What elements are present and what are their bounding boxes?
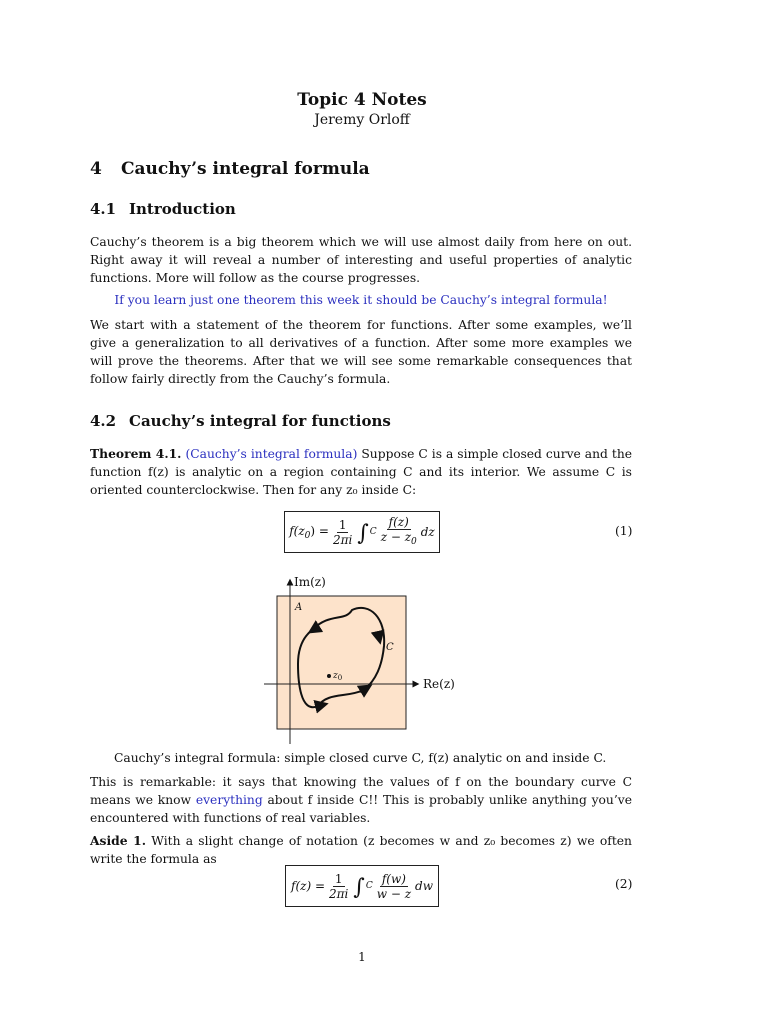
re-axis-label: Re(z) xyxy=(423,677,455,691)
eq1-differential: dz xyxy=(420,525,435,539)
subsection-heading-cauchy-integral xyxy=(90,412,391,430)
equation-1-box xyxy=(284,511,440,553)
equation-2-box xyxy=(285,865,439,907)
subsection-number: 4.2 xyxy=(90,412,117,430)
subsection-number: 4.1 xyxy=(90,200,117,218)
eq2-differential: dw xyxy=(415,879,433,893)
region-label: A xyxy=(295,602,303,613)
section-title: Cauchy’s integral formula xyxy=(121,159,370,179)
section-heading xyxy=(90,159,370,179)
theorem-paragraph xyxy=(90,445,632,499)
eq2-lhs: f(z) = xyxy=(291,879,326,893)
page-number: 1 xyxy=(358,950,366,964)
aside-text: With a slight change of notation (z becomes w and z₀ becomes z) we often write the formula as xyxy=(90,834,632,866)
subsection-heading-intro xyxy=(90,200,236,218)
eq1-coefficient: $\frac{1}{2\pi i}$ xyxy=(332,517,353,547)
equation-1-number: (1) xyxy=(615,524,633,538)
im-axis-label: Im(z) xyxy=(294,575,326,589)
figure-caption: Cauchy’s integral formula: simple closed curve C, f(z) analytic on and inside C. xyxy=(114,751,607,765)
document-title: Topic 4 Notes xyxy=(297,90,427,110)
aside-paragraph xyxy=(90,832,632,868)
section-number: 4 xyxy=(90,159,102,179)
eq1-integral-contour: C xyxy=(369,527,377,537)
integral-sign: ∫ xyxy=(357,520,369,546)
integral-sign: ∫ xyxy=(353,874,365,900)
document-author: Jeremy Orloff xyxy=(314,112,410,128)
equation-2-number: (2) xyxy=(615,877,633,891)
eq2-coefficient: $\frac{1}{2\pi i}$ xyxy=(329,871,349,901)
theorem-text: Suppose C is a simple closed curve and the function f(z) is analytic on a region containing C and its interior. We assume C is oriented counterclockwise. Then for any z₀ inside C: xyxy=(90,447,633,497)
eq2-integral-contour: C xyxy=(365,881,373,891)
theorem-label: Theorem 4.1. xyxy=(90,446,182,461)
point-z0 xyxy=(327,674,331,678)
aside-label: Aside 1. xyxy=(90,833,147,848)
eq1-lhs: $f(z_0)$ = xyxy=(289,523,329,541)
eq1-integrand: $\frac{f(z)}{z - z_0}$ xyxy=(380,515,417,547)
subsection-title: Introduction xyxy=(129,200,236,218)
intro-paragraph: Cauchy’s theorem is a big theorem which we will use almost daily from here on out. Right away it will reveal a number of interesting and useful properties of analytic functions. More will follow as the course progresses. xyxy=(90,235,632,285)
eq2-integrand: $\frac{f(w)}{w - z}$ xyxy=(376,871,412,901)
curve-label: C xyxy=(386,642,394,653)
start-paragraph: We start with a statement of the theorem for functions. After some examples, we’ll give a generalization to all derivatives of a function. After some more examples we will prove the theorems. After that we will see some remarkable consequences that follow fairly directly from the Cauchy’s formula. xyxy=(90,318,632,386)
everything-link[interactable]: everything xyxy=(195,793,263,807)
contour-figure xyxy=(260,570,470,746)
theorem-name: (Cauchy’s integral formula) xyxy=(185,447,358,461)
subsection-title: Cauchy’s integral for functions xyxy=(129,412,391,430)
point-label: $z_0$ xyxy=(333,671,343,682)
remark-paragraph: This is remarkable: it says that knowing the values of f on the boundary curve C means we know everything about f inside C!! This is probably unlike anything you’ve encountered with functions of real variables. xyxy=(90,775,632,825)
highlight-statement: If you learn just one theorem this week it should be Cauchy’s integral formula! xyxy=(114,293,608,307)
